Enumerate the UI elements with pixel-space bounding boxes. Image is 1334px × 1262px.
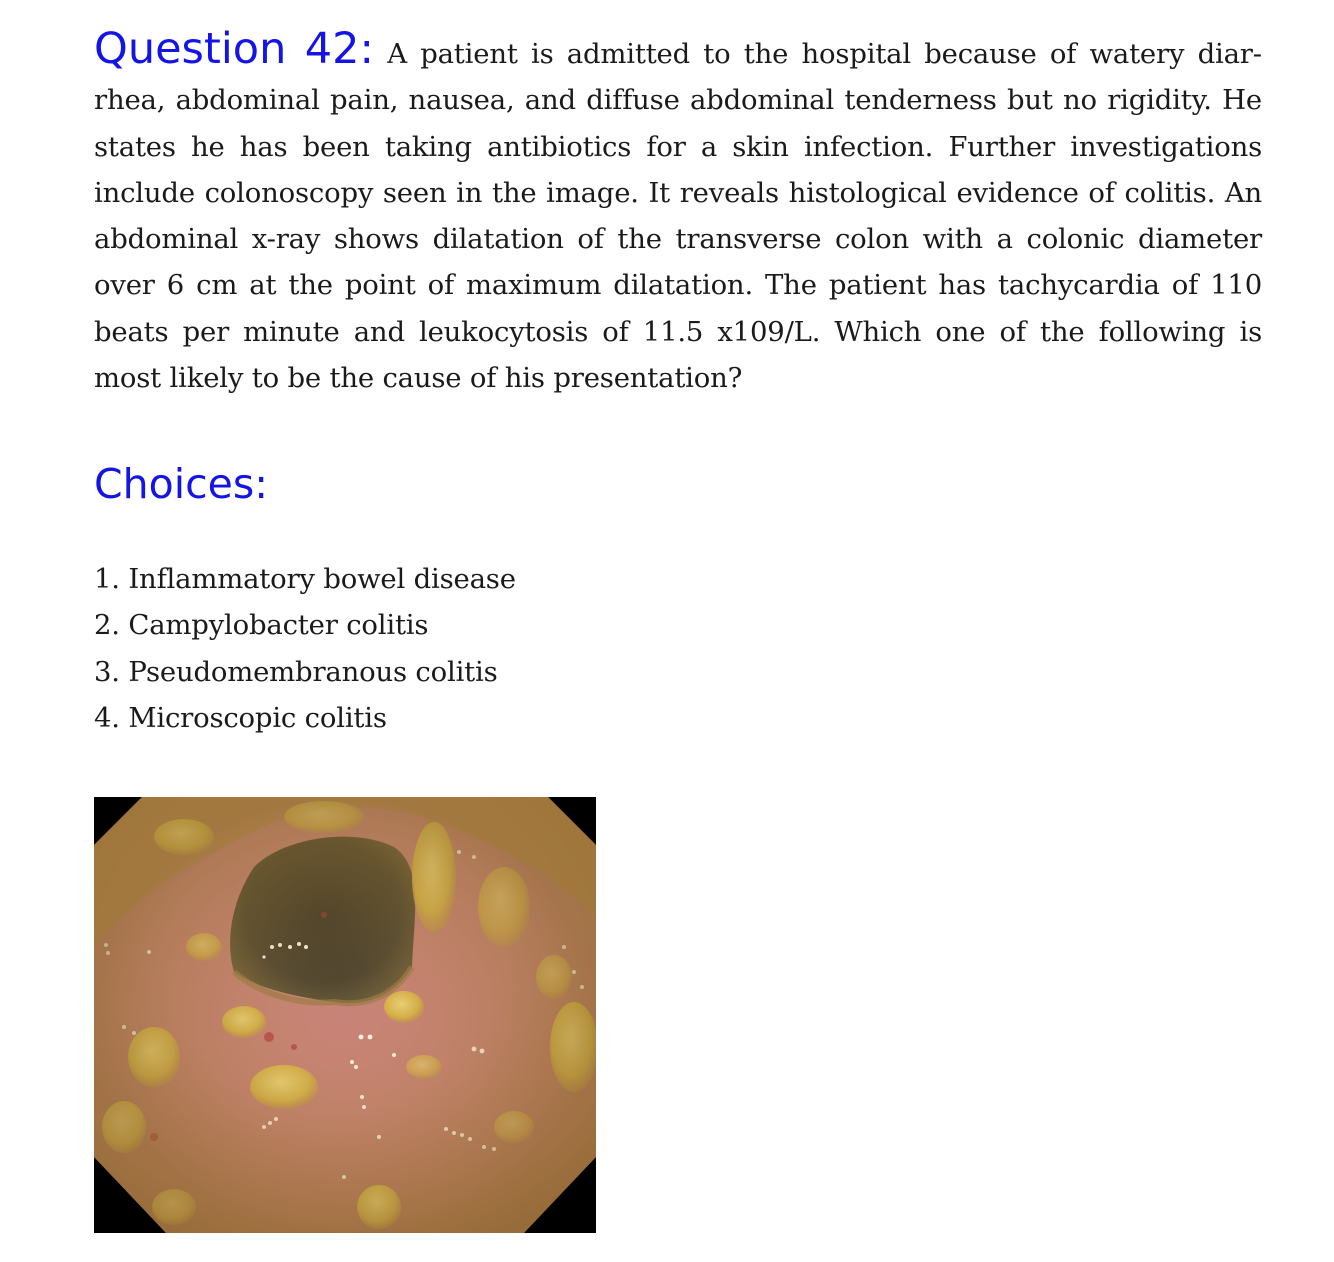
question-number: Question 42: <box>94 24 374 74</box>
question-text: A patient is admitted to the hospital because of watery diarrhea, abdominal pain, nausea, and diffuse abdominal tenderness but no rigidity. He states he has been taking antibiotics for a skin infection. Further investigations include colonoscopy seen in the image. It reveals histological evidence of colitis. An abdominal x-ray shows dilatation of the transverse colon with a colonic diameter over 6 cm at the point of maximum dilatation. The patient has tachycardia of 110 beats per minute and leukocytosis of 11.5 x109/L. Which one of the following is most likely to be the cause of his presentation? <box>94 38 1263 395</box>
choice-label: Inflammatory bowel disease <box>128 563 516 595</box>
choice-item-1[interactable] <box>94 556 516 602</box>
choice-label: Campylobacter colitis <box>128 609 429 642</box>
colonoscopy-image <box>94 797 596 1233</box>
choice-item-2[interactable] <box>94 602 516 648</box>
question-page <box>94 24 1263 734</box>
colonoscopy-illustration <box>94 797 596 1233</box>
choice-number: 2. <box>94 609 120 642</box>
choice-item-4[interactable] <box>94 695 516 741</box>
choice-label: Microscopic colitis <box>128 701 387 734</box>
choice-number: 3. <box>94 655 120 688</box>
choice-item-3[interactable] <box>94 649 516 695</box>
question-paragraph <box>94 26 1262 401</box>
choices-heading: Choices: <box>94 460 269 508</box>
choice-number: 4. <box>94 701 120 734</box>
choice-number: 1. <box>94 563 120 595</box>
choice-label: Pseudomembranous colitis <box>128 655 498 688</box>
choices-list <box>94 556 516 741</box>
